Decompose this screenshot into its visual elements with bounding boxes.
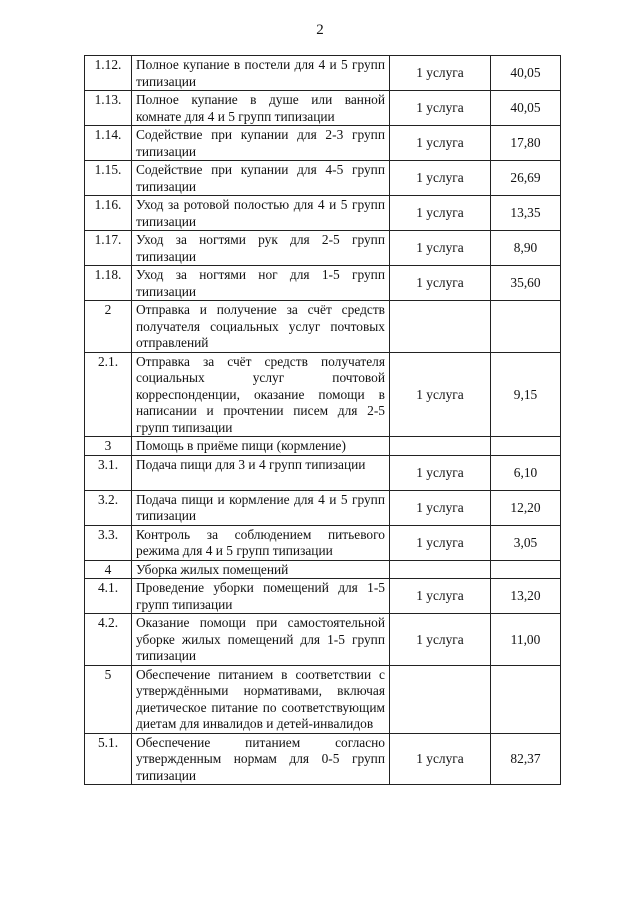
service-price: 11,00 bbox=[491, 614, 561, 666]
section-title: Отправка и получение за счёт средств получателя социальных услуг почтовых отправлений bbox=[132, 301, 390, 353]
service-unit: 1 услуга bbox=[390, 161, 491, 196]
row-number: 1.17. bbox=[85, 231, 132, 266]
service-unit bbox=[390, 301, 491, 353]
service-unit bbox=[390, 437, 491, 456]
service-price: 35,60 bbox=[491, 266, 561, 301]
section-number: 4 bbox=[85, 560, 132, 579]
service-price: 13,20 bbox=[491, 579, 561, 614]
service-unit: 1 услуга bbox=[390, 455, 491, 490]
service-name: Содействие при купании для 2-3 групп типизации bbox=[132, 126, 390, 161]
row-number: 1.12. bbox=[85, 56, 132, 91]
service-unit: 1 услуга bbox=[390, 266, 491, 301]
service-price bbox=[491, 301, 561, 353]
table-row bbox=[85, 126, 561, 161]
service-unit: 1 услуга bbox=[390, 126, 491, 161]
service-price: 12,20 bbox=[491, 490, 561, 525]
service-price: 26,69 bbox=[491, 161, 561, 196]
service-unit bbox=[390, 560, 491, 579]
row-number: 1.18. bbox=[85, 266, 132, 301]
row-number: 1.14. bbox=[85, 126, 132, 161]
service-unit: 1 услуга bbox=[390, 91, 491, 126]
service-name: Уход за ногтями ног для 1-5 групп типизации bbox=[132, 266, 390, 301]
row-number: 3.1. bbox=[85, 455, 132, 490]
service-price: 3,05 bbox=[491, 525, 561, 560]
table-row bbox=[85, 579, 561, 614]
table-row bbox=[85, 56, 561, 91]
service-name: Проведение уборки помещений для 1-5 групп типизации bbox=[132, 579, 390, 614]
row-number: 4.2. bbox=[85, 614, 132, 666]
section-row bbox=[85, 560, 561, 579]
table-row bbox=[85, 161, 561, 196]
row-number: 3.2. bbox=[85, 490, 132, 525]
service-price: 8,90 bbox=[491, 231, 561, 266]
service-name: Уход за ротовой полостью для 4 и 5 групп типизации bbox=[132, 196, 390, 231]
service-unit: 1 услуга bbox=[390, 196, 491, 231]
service-unit: 1 услуга bbox=[390, 525, 491, 560]
table-row bbox=[85, 614, 561, 666]
service-name: Подача пищи для 3 и 4 групп типизации bbox=[132, 455, 390, 490]
service-price: 17,80 bbox=[491, 126, 561, 161]
table-row bbox=[85, 490, 561, 525]
section-row bbox=[85, 301, 561, 353]
table-row bbox=[85, 455, 561, 490]
service-unit: 1 услуга bbox=[390, 231, 491, 266]
service-name: Оказание помощи при самостоятельной уборке жилых помещений для 1-5 групп типизации bbox=[132, 614, 390, 666]
table-row bbox=[85, 352, 561, 437]
service-unit: 1 услуга bbox=[390, 352, 491, 437]
section-title: Уборка жилых помещений bbox=[132, 560, 390, 579]
row-number: 1.13. bbox=[85, 91, 132, 126]
service-price: 6,10 bbox=[491, 455, 561, 490]
service-name: Содействие при купании для 4-5 групп типизации bbox=[132, 161, 390, 196]
service-unit: 1 услуга bbox=[390, 579, 491, 614]
service-name: Обеспечение питанием согласно утвержденным нормам для 0-5 групп типизации bbox=[132, 733, 390, 785]
table-row bbox=[85, 196, 561, 231]
service-price bbox=[491, 437, 561, 456]
section-row bbox=[85, 665, 561, 733]
table-row bbox=[85, 91, 561, 126]
row-number: 2.1. bbox=[85, 352, 132, 437]
service-price bbox=[491, 560, 561, 579]
table-row bbox=[85, 733, 561, 785]
section-title: Обеспечение питанием в соответствии с утверждёнными нормативами, включая диетическое питание по соответствующим диетам для инвалидов и детей-инвалидов bbox=[132, 665, 390, 733]
service-unit: 1 услуга bbox=[390, 614, 491, 666]
service-unit: 1 услуга bbox=[390, 56, 491, 91]
section-title: Помощь в приёме пищи (кормление) bbox=[132, 437, 390, 456]
section-number: 3 bbox=[85, 437, 132, 456]
table-row bbox=[85, 231, 561, 266]
row-number: 1.15. bbox=[85, 161, 132, 196]
table-row bbox=[85, 266, 561, 301]
table-row bbox=[85, 525, 561, 560]
row-number: 1.16. bbox=[85, 196, 132, 231]
row-number: 3.3. bbox=[85, 525, 132, 560]
service-unit bbox=[390, 665, 491, 733]
service-name: Полное купание в постели для 4 и 5 групп типизации bbox=[132, 56, 390, 91]
service-unit: 1 услуга bbox=[390, 490, 491, 525]
service-unit: 1 услуга bbox=[390, 733, 491, 785]
service-price: 9,15 bbox=[491, 352, 561, 437]
page-number: 2 bbox=[316, 22, 324, 38]
service-price: 40,05 bbox=[491, 56, 561, 91]
service-name: Уход за ногтями рук для 2-5 групп типизации bbox=[132, 231, 390, 266]
services-price-table bbox=[84, 55, 561, 785]
service-price: 13,35 bbox=[491, 196, 561, 231]
row-number: 4.1. bbox=[85, 579, 132, 614]
service-name: Отправка за счёт средств получателя социальных услуг почтовой корреспонденции, оказание помощи в написании и прочтении писем для 2-5 групп типизации bbox=[132, 352, 390, 437]
section-row bbox=[85, 437, 561, 456]
section-number: 5 bbox=[85, 665, 132, 733]
service-name: Контроль за соблюдением питьевого режима для 4 и 5 групп типизации bbox=[132, 525, 390, 560]
service-name: Подача пищи и кормление для 4 и 5 групп типизации bbox=[132, 490, 390, 525]
service-price bbox=[491, 665, 561, 733]
service-price: 40,05 bbox=[491, 91, 561, 126]
service-price: 82,37 bbox=[491, 733, 561, 785]
service-name: Полное купание в душе или ванной комнате для 4 и 5 групп типизации bbox=[132, 91, 390, 126]
section-number: 2 bbox=[85, 301, 132, 353]
row-number: 5.1. bbox=[85, 733, 132, 785]
